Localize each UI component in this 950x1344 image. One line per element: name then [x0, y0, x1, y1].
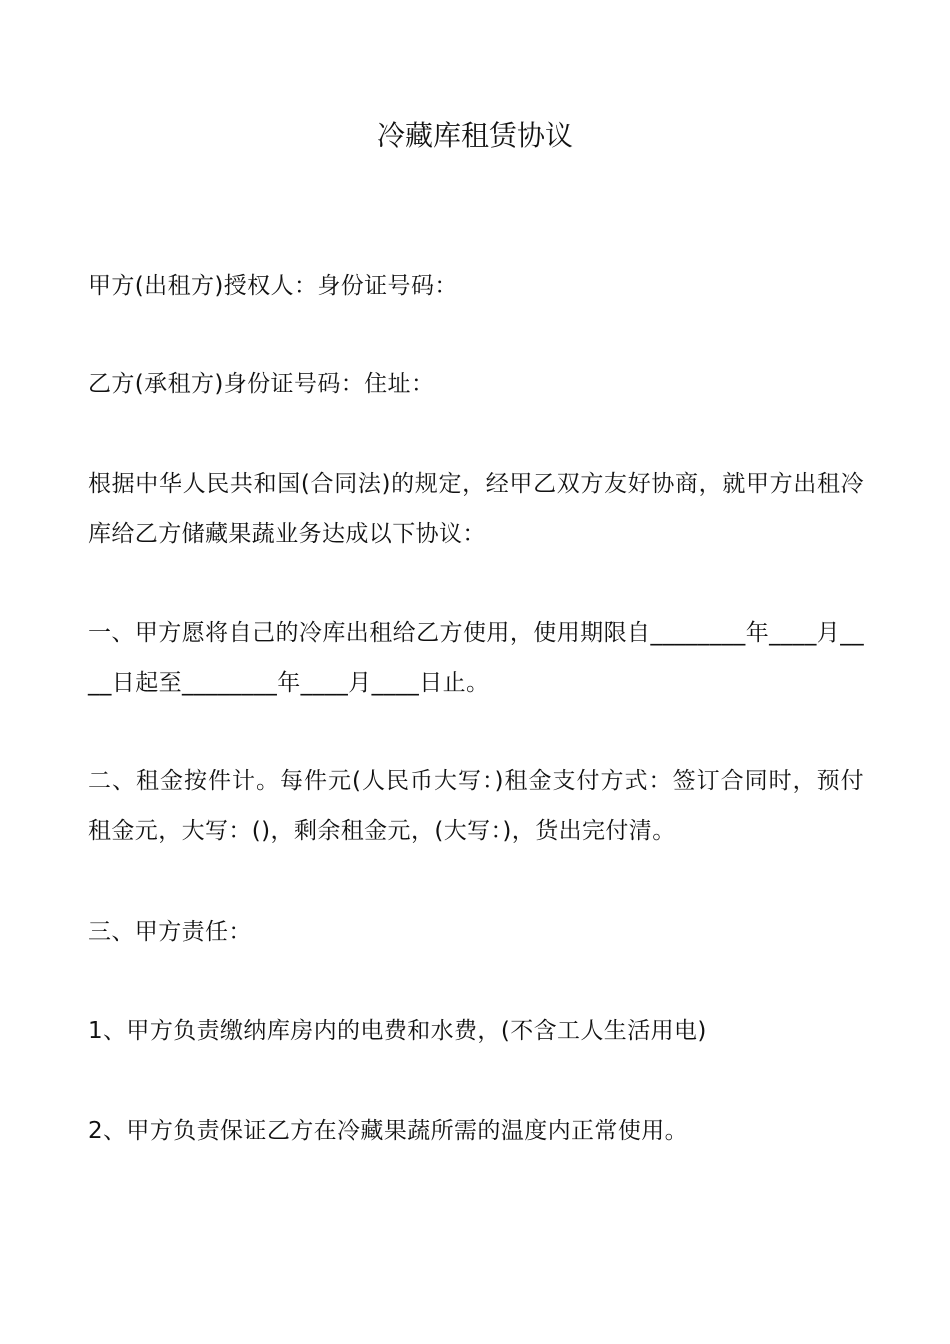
clause-2-rent: 二、租金按件计。每件元(人民币大写：)租金支付方式：签订合同时，预付租金元，大写：()，剩余租金元，(大写：)，货出完付清。: [88, 768, 864, 844]
document-title: 冷藏库租赁协议: [376, 119, 573, 152]
clause-3-item-2: 2、甲方负责保证乙方在冷藏果蔬所需的温度内正常使用。: [88, 1118, 689, 1144]
clause-3-heading: 三、甲方责任：: [88, 919, 252, 945]
clause-3-item-1: 1、甲方负责缴纳库房内的电费和水费，(不含工人生活用电): [88, 1018, 707, 1044]
party-b-line: 乙方(承租方)身份证号码：住址：: [88, 371, 435, 397]
preamble-paragraph: 根据中华人民共和国(合同法)的规定，经甲乙双方友好协商，就甲方出租冷库给乙方储藏果蔬业务达成以下协议：: [88, 471, 864, 547]
clause-1-term: 一、甲方愿将自己的冷库出租给乙方使用，使用期限自________年____月____日起至________年____月____日止。: [88, 620, 864, 696]
party-a-line: 甲方(出租方)授权人：身份证号码：: [88, 273, 458, 299]
